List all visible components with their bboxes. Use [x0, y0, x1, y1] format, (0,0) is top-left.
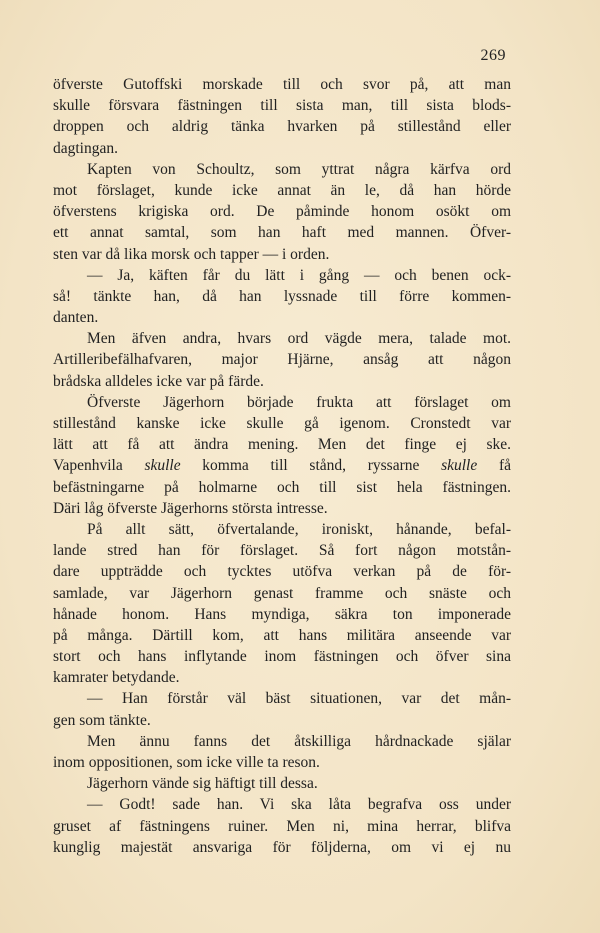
- text-line: öfverstens krigiska ord. De påminde honom osökt om: [53, 203, 511, 221]
- text-line: skulle försvara fästningen till sista man, till sista blods-: [53, 97, 511, 115]
- text-line: kunglig majestät ansvariga för följderna, om vi ej nu: [53, 838, 511, 856]
- text-line: Artilleribefälhafvaren, major Hjärne, ansåg att någon: [53, 351, 511, 369]
- text-span: Vapenhvila: [53, 457, 145, 475]
- italic-word: skulle: [441, 457, 478, 475]
- text-line: befästningarne på holmarne och till sist hela fästningen.: [53, 478, 511, 496]
- text-span: komma till stånd, ryssarne: [180, 457, 442, 475]
- text-line: inom oppositionen, som icke ville ta reson.: [53, 754, 320, 771]
- text-line: öfverste Gutoffski morskade till och svor på, att man: [53, 76, 511, 93]
- text-line: danten.: [53, 309, 99, 327]
- body-text: [53, 74, 511, 858]
- text-line: brådska alldeles icke var på färde.: [53, 372, 264, 390]
- text-line: samlade, var Jägerhorn genast framme och snäste och: [53, 584, 511, 602]
- text-line: lande stred han för förslaget. Så fort någon motstån-: [53, 542, 511, 560]
- text-line: stillestånd kanske icke skulle gå igenom. Cronstedt var: [53, 415, 511, 432]
- text-line: lätt att få att ändra mening. Men det finge ej ske.: [53, 436, 511, 454]
- text-line: gen som tänkte.: [53, 711, 151, 729]
- text-line: — Ja, käften får du lätt i gång — och benen ock-: [87, 266, 511, 284]
- text-line: [53, 455, 511, 476]
- text-span: få: [477, 457, 511, 475]
- text-line: dare uppträdde och tycktes utöfva verkan på de för-: [53, 563, 511, 581]
- text-line: så! tänkte han, då han lyssnade till förre kommen-: [53, 287, 511, 305]
- page-number: 269: [480, 47, 506, 64]
- text-line: hånade honom. Hans myndiga, säkra ton imponerade: [53, 605, 511, 623]
- text-line: Men äfven andra, hvars ord vägde mera, talade mot.: [87, 330, 511, 348]
- text-line: — Godt! sade han. Vi ska låta begrafva oss under: [87, 796, 511, 814]
- text-line: stort och hans inflytande inom fästningen och öfver sina: [53, 648, 511, 666]
- text-line: Däri låg öfverste Jägerhorns största intresse.: [53, 499, 328, 517]
- text-line: dagtingan.: [53, 139, 118, 157]
- text-line: Jägerhorn vände sig häftigt till dessa.: [87, 775, 318, 793]
- text-line: kamrater betydande.: [53, 669, 180, 687]
- text-line: ett annat samtal, som han haft med mannen. Öfver-: [53, 224, 511, 242]
- text-line: Men ännu fanns det åtskilliga hårdnackade själar: [87, 732, 511, 750]
- text-line: på många. Därtill kom, att hans militära anseende var: [53, 626, 511, 644]
- text-line: Öfverste Jägerhorn började frukta att förslaget om: [87, 393, 511, 411]
- text-line: — Han förstår väl bäst situationen, var det mån-: [87, 690, 511, 708]
- text-line: gruset af fästningens ruiner. Men ni, mina herrar, blifva: [53, 817, 511, 835]
- text-line: mot förslaget, kunde icke annat än le, då han hörde: [53, 181, 511, 199]
- text-line: sten var då lika morsk och tapper — i orden.: [53, 245, 330, 263]
- text-line: Kapten von Schoultz, som yttrat några kärfva ord: [87, 160, 511, 178]
- text-line: På allt sätt, öfvertalande, ironiskt, hånande, befal-: [87, 520, 511, 538]
- text-line: droppen och aldrig tänka hvarken på stillestånd eller: [53, 118, 511, 136]
- italic-word: skulle: [144, 457, 181, 475]
